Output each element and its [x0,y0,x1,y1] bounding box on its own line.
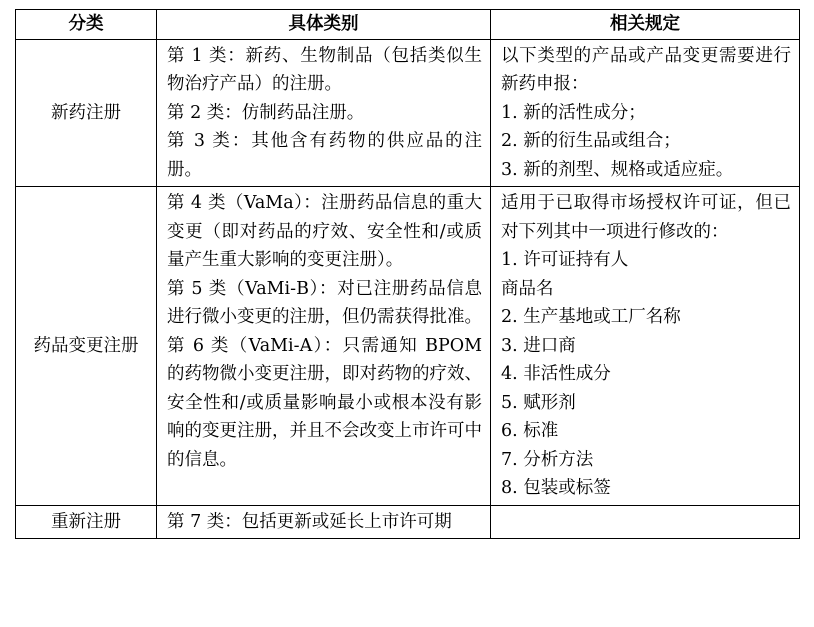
details-cell [157,39,491,187]
rule-item: 适用于已取得市场授权许可证，但已对下列其中一项进行修改的： [501,193,791,242]
rules-cell [491,187,800,506]
rule-item: 3. 进口商 [501,335,576,356]
rule-item: 以下类型的产品或产品变更需要进行新药申报： [501,45,791,94]
rule-item: 4. 非活性成分 [501,364,611,384]
table-row [16,505,800,539]
rule-item: 2. 新的衍生品或组合； [501,131,681,151]
rules-cell [491,39,800,187]
category-cell: 重新注册 [16,505,157,539]
details-cell [157,187,491,506]
rule-item: 7. 分析方法 [501,449,594,470]
table-row [16,39,800,187]
rule-item: 1. 许可证持有人 [501,250,629,270]
detail-item: 第 1 类：新药、生物制品（包括类似生物治疗产品）的注册。 [167,45,482,94]
rule-item: 3. 新的剂型、规格或适应症。 [501,159,734,180]
rule-item: 2. 生产基地或工厂名称 [501,307,681,327]
table-row [16,187,800,506]
category-cell: 新药注册 [16,39,157,187]
header-row [16,10,800,40]
regulation-table [15,9,800,539]
category-cell: 药品变更注册 [16,187,157,506]
detail-item: 第 5 类（VaMi-B）：对已注册药品信息进行微小变更的注册，但仍需获得批准。 [167,278,482,327]
detail-item: 第 6 类（VaMi-A）：只需通知 BPOM 的药物微小变更注册，即对药物的疗效、安全性和/或质量影响最小或根本没有影响的变更注册，并且不会改变上市许可中的信息。 [167,335,482,470]
rule-item: 6. 标准 [501,421,559,441]
header-category: 分类 [16,10,157,40]
header-rules: 相关规定 [491,10,800,40]
detail-item: 第 3 类：其他含有药物的供应品的注册。 [167,131,482,180]
rule-item: 5. 赋形剂 [501,392,576,413]
rule-item: 8. 包装或标签 [501,478,611,498]
rule-item: 1. 新的活性成分； [501,102,646,123]
header-details: 具体类别 [157,10,491,40]
rule-item: 商品名 [501,278,554,299]
detail-item: 第 2 类：仿制药品注册。 [167,102,365,123]
detail-item: 第 4 类（VaMa）：注册药品信息的重大变更（即对药品的疗效、安全性和/或质量产生重大影响的变更注册）。 [167,193,482,270]
details-cell [157,505,491,539]
rules-cell [491,505,800,539]
detail-item: 第 7 类：包括更新或延长上市许可期 [167,511,452,532]
